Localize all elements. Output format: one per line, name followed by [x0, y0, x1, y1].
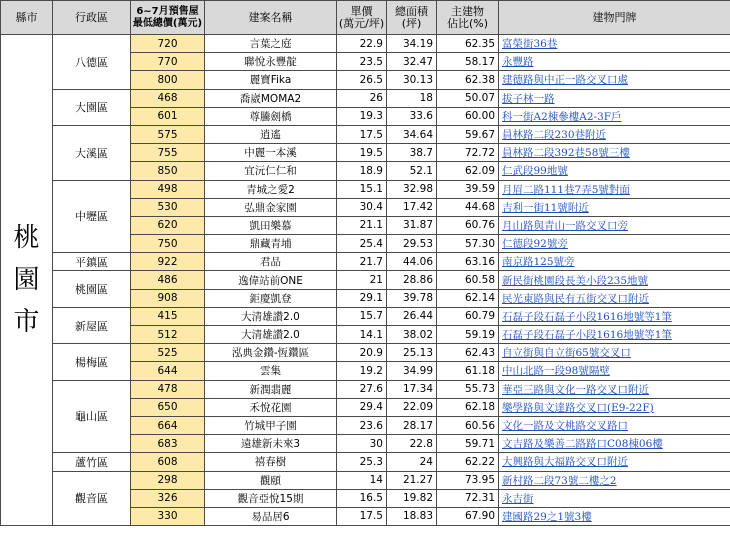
project-name-cell: 逸偉站前ONE: [205, 271, 337, 289]
total-area-cell: 21.27: [387, 471, 437, 489]
project-name-cell: 君品: [205, 253, 337, 271]
county-cell: [1, 35, 53, 526]
unit-price-cell: 23.6: [337, 416, 387, 434]
total-area-cell: 17.34: [387, 380, 437, 398]
address-cell: [499, 362, 730, 380]
address-cell: [499, 326, 730, 344]
header-total-area: 總面積 (坪): [387, 1, 437, 35]
min-price-cell: 525: [131, 344, 205, 362]
unit-price-cell: 20.9: [337, 344, 387, 362]
unit-price-cell: 29.1: [337, 289, 387, 307]
main-building-ratio-cell: 57.30: [437, 235, 499, 253]
unit-price-cell: 17.5: [337, 507, 387, 525]
project-name-cell: 禧春樹: [205, 453, 337, 471]
min-price-cell: 922: [131, 253, 205, 271]
unit-price-cell: 18.9: [337, 162, 387, 180]
min-price-cell: 298: [131, 471, 205, 489]
min-price-cell: 620: [131, 216, 205, 234]
district-cell: 大園區: [53, 89, 131, 125]
min-price-cell: 601: [131, 107, 205, 125]
total-area-cell: 34.64: [387, 125, 437, 143]
total-area-cell: 34.99: [387, 362, 437, 380]
min-price-cell: 750: [131, 235, 205, 253]
address-cell: [499, 107, 730, 125]
address-cell: [499, 198, 730, 216]
address-link[interactable]: 員林路二段230巷附近: [502, 129, 607, 142]
header-project-name: 建案名稱: [205, 1, 337, 35]
address-cell: [499, 144, 730, 162]
address-link[interactable]: 仁德段92號旁: [502, 238, 568, 251]
project-name-cell: 禾悅花園: [205, 398, 337, 416]
address-link[interactable]: 樂學路與文達路交叉口(E9-22F): [502, 401, 654, 414]
address-cell: [499, 180, 730, 198]
main-building-ratio-cell: 60.56: [437, 416, 499, 434]
address-link[interactable]: 科一街A2棟參樓A2-3F戶: [502, 110, 622, 123]
project-name-cell: 觀頤: [205, 471, 337, 489]
total-area-cell: 26.44: [387, 307, 437, 325]
min-price-cell: 498: [131, 180, 205, 198]
main-building-ratio-cell: 59.71: [437, 435, 499, 453]
unit-price-cell: 25.4: [337, 235, 387, 253]
unit-price-cell: 26: [337, 89, 387, 107]
unit-price-cell: 15.7: [337, 307, 387, 325]
address-cell: [499, 289, 730, 307]
min-price-cell: 800: [131, 71, 205, 89]
district-cell: 觀音區: [53, 471, 131, 526]
address-cell: [499, 416, 730, 434]
min-price-cell: 486: [131, 271, 205, 289]
address-link[interactable]: 吉利一街11號附近: [502, 201, 589, 214]
address-cell: [499, 435, 730, 453]
table-row: [1, 344, 730, 362]
project-name-cell: 青城之愛2: [205, 180, 337, 198]
address-link[interactable]: 永豐路: [502, 56, 534, 69]
district-cell: 蘆竹區: [53, 453, 131, 471]
address-cell: [499, 35, 730, 53]
address-cell: [499, 53, 730, 71]
total-area-cell: 28.86: [387, 271, 437, 289]
unit-price-cell: 15.1: [337, 180, 387, 198]
address-cell: [499, 71, 730, 89]
total-area-cell: 22.8: [387, 435, 437, 453]
total-area-cell: 30.13: [387, 71, 437, 89]
main-building-ratio-cell: 60.76: [437, 216, 499, 234]
total-area-cell: 31.87: [387, 216, 437, 234]
project-name-cell: 大清雄讚2.0: [205, 326, 337, 344]
main-building-ratio-cell: 59.19: [437, 326, 499, 344]
address-cell: [499, 471, 730, 489]
address-cell: [499, 271, 730, 289]
address-link[interactable]: 石磊子段石磊子小段1616地號等1筆: [502, 310, 672, 323]
min-price-cell: 683: [131, 435, 205, 453]
min-price-cell: 770: [131, 53, 205, 71]
unit-price-cell: 21.1: [337, 216, 387, 234]
min-price-cell: 664: [131, 416, 205, 434]
min-price-cell: 720: [131, 35, 205, 53]
unit-price-cell: 30.4: [337, 198, 387, 216]
unit-price-cell: 16.5: [337, 489, 387, 507]
min-price-cell: 330: [131, 507, 205, 525]
project-name-cell: 麗寶Fika: [205, 71, 337, 89]
header-county: 縣市: [1, 1, 53, 35]
project-name-cell: 遠雄新未來3: [205, 435, 337, 453]
min-price-cell: 644: [131, 362, 205, 380]
main-building-ratio-cell: 60.79: [437, 307, 499, 325]
address-link[interactable]: 中山北路一段98號隔壁: [502, 365, 610, 378]
project-name-cell: 新潤翡麗: [205, 380, 337, 398]
total-area-cell: 24: [387, 453, 437, 471]
header-main-building-ratio: 主建物 佔比(%): [437, 1, 499, 35]
header-min-price: 6~7月預售屋 最低總價(萬元): [131, 1, 205, 35]
project-name-cell: 竹城甲子園: [205, 416, 337, 434]
min-price-cell: 575: [131, 125, 205, 143]
unit-price-cell: 29.4: [337, 398, 387, 416]
unit-price-cell: 26.5: [337, 71, 387, 89]
district-cell: 楊梅區: [53, 344, 131, 380]
address-link[interactable]: 石磊子段石磊子小段1616地號等1筆: [502, 329, 672, 342]
total-area-cell: 38.02: [387, 326, 437, 344]
unit-price-cell: 30: [337, 435, 387, 453]
address-link[interactable]: 大興路與大福路交叉口附近: [502, 456, 628, 469]
min-price-cell: 415: [131, 307, 205, 325]
total-area-cell: 29.53: [387, 235, 437, 253]
min-price-cell: 478: [131, 380, 205, 398]
min-price-cell: 468: [131, 89, 205, 107]
main-building-ratio-cell: 58.17: [437, 53, 499, 71]
unit-price-cell: 22.9: [337, 35, 387, 53]
header-address: 建物門牌: [499, 1, 730, 35]
district-cell: 八德區: [53, 35, 131, 90]
table-row: [1, 380, 730, 398]
main-building-ratio-cell: 44.68: [437, 198, 499, 216]
address-link[interactable]: 新村路二段73號二樓之2: [502, 474, 617, 487]
main-building-ratio-cell: 50.07: [437, 89, 499, 107]
address-link[interactable]: 仁武段99地號: [502, 165, 568, 178]
project-name-cell: 尊騰劍橋: [205, 107, 337, 125]
main-building-ratio-cell: 60.58: [437, 271, 499, 289]
project-name-cell: 觀音亞悅15期: [205, 489, 337, 507]
total-area-cell: 19.82: [387, 489, 437, 507]
total-area-cell: 39.78: [387, 289, 437, 307]
project-name-cell: 弘鼎金家園: [205, 198, 337, 216]
total-area-cell: 33.6: [387, 107, 437, 125]
total-area-cell: 25.13: [387, 344, 437, 362]
address-link[interactable]: 永吉街: [502, 492, 534, 505]
district-cell: 龜山區: [53, 380, 131, 453]
table-row: [1, 253, 730, 271]
address-cell: [499, 89, 730, 107]
unit-price-cell: 21: [337, 271, 387, 289]
address-link[interactable]: 建德路與中正一路交叉口處: [502, 74, 628, 87]
address-link[interactable]: 新民街桃園段長美小段235地號: [502, 274, 649, 287]
table-row: [1, 453, 730, 471]
project-name-cell: 中麗一本溪: [205, 144, 337, 162]
project-name-cell: 大清雄讚2.0: [205, 307, 337, 325]
main-building-ratio-cell: 72.31: [437, 489, 499, 507]
main-building-ratio-cell: 73.95: [437, 471, 499, 489]
project-name-cell: 言葉之庭: [205, 35, 337, 53]
address-link[interactable]: 拔子林一路: [502, 92, 555, 105]
table-row: [1, 271, 730, 289]
main-building-ratio-cell: 67.90: [437, 507, 499, 525]
district-cell: 桃園區: [53, 271, 131, 307]
county-char: 市: [13, 307, 40, 338]
main-building-ratio-cell: 39.59: [437, 180, 499, 198]
main-building-ratio-cell: 55.73: [437, 380, 499, 398]
address-link[interactable]: 民光東路與民有五街交叉口附近: [502, 292, 649, 305]
address-link[interactable]: 月眉二路111巷7弄5號對面: [502, 183, 630, 196]
address-link[interactable]: 建國路29之1號3樓: [502, 510, 592, 523]
district-cell: 新屋區: [53, 307, 131, 343]
address-cell: [499, 380, 730, 398]
unit-price-cell: 25.3: [337, 453, 387, 471]
header-district: 行政區: [53, 1, 131, 35]
address-link[interactable]: 文吉路及樂善二路路口C08棟06樓: [502, 438, 663, 451]
min-price-cell: 650: [131, 398, 205, 416]
unit-price-cell: 21.7: [337, 253, 387, 271]
address-cell: [499, 235, 730, 253]
total-area-cell: 32.47: [387, 53, 437, 71]
district-cell: 中壢區: [53, 180, 131, 253]
min-price-cell: 850: [131, 162, 205, 180]
total-area-cell: 44.06: [387, 253, 437, 271]
address-cell: [499, 507, 730, 525]
project-name-cell: 聯悅永豐靛: [205, 53, 337, 71]
table-row: [1, 180, 730, 198]
address-cell: [499, 162, 730, 180]
address-cell: [499, 489, 730, 507]
address-link[interactable]: 南京路125號旁: [502, 256, 575, 269]
main-building-ratio-cell: 62.38: [437, 71, 499, 89]
table-row: [1, 471, 730, 489]
main-building-ratio-cell: 62.09: [437, 162, 499, 180]
unit-price-cell: 19.5: [337, 144, 387, 162]
total-area-cell: 28.17: [387, 416, 437, 434]
main-building-ratio-cell: 72.72: [437, 144, 499, 162]
county-char: 桃: [13, 223, 40, 254]
table-row: [1, 125, 730, 143]
address-cell: [499, 216, 730, 234]
min-price-cell: 530: [131, 198, 205, 216]
county-char: 園: [13, 265, 40, 296]
unit-price-cell: 27.6: [337, 380, 387, 398]
project-name-cell: 逍遙: [205, 125, 337, 143]
address-link[interactable]: 員林路二段392巷58號三樓: [502, 147, 630, 160]
main-building-ratio-cell: 62.18: [437, 398, 499, 416]
address-cell: [499, 253, 730, 271]
table-row: [1, 89, 730, 107]
min-price-cell: 326: [131, 489, 205, 507]
header-unit-price: 單價 (萬元/坪): [337, 1, 387, 35]
district-cell: 大溪區: [53, 125, 131, 180]
unit-price-cell: 14: [337, 471, 387, 489]
table-row: [1, 35, 730, 53]
total-area-cell: 18: [387, 89, 437, 107]
main-building-ratio-cell: 62.22: [437, 453, 499, 471]
min-price-cell: 755: [131, 144, 205, 162]
address-cell: [499, 307, 730, 325]
total-area-cell: 34.19: [387, 35, 437, 53]
unit-price-cell: 19.3: [337, 107, 387, 125]
project-name-cell: 鼎藏青埔: [205, 235, 337, 253]
main-building-ratio-cell: 60.00: [437, 107, 499, 125]
project-name-cell: 鉅慶凱登: [205, 289, 337, 307]
main-building-ratio-cell: 59.67: [437, 125, 499, 143]
address-cell: [499, 125, 730, 143]
project-name-cell: 泓典金鑽-恆鑽區: [205, 344, 337, 362]
total-area-cell: 22.09: [387, 398, 437, 416]
project-name-cell: 雲集: [205, 362, 337, 380]
address-link[interactable]: 月山路與青山一路交叉口旁: [502, 219, 628, 232]
table-row: [1, 307, 730, 325]
address-link[interactable]: 華亞三路與文化一路交叉口附近: [502, 383, 649, 396]
main-building-ratio-cell: 61.18: [437, 362, 499, 380]
unit-price-cell: 19.2: [337, 362, 387, 380]
project-name-cell: 宜沅仁仁和: [205, 162, 337, 180]
min-price-cell: 908: [131, 289, 205, 307]
address-link[interactable]: 自立街與自立街65號交叉口: [502, 347, 631, 360]
main-building-ratio-cell: 62.14: [437, 289, 499, 307]
total-area-cell: 32.98: [387, 180, 437, 198]
address-cell: [499, 398, 730, 416]
min-price-cell: 608: [131, 453, 205, 471]
min-price-cell: 512: [131, 326, 205, 344]
address-link[interactable]: 文化一路及文桃路交叉路口: [502, 420, 628, 433]
unit-price-cell: 14.1: [337, 326, 387, 344]
address-cell: [499, 344, 730, 362]
total-area-cell: 38.7: [387, 144, 437, 162]
district-cell: 平鎮區: [53, 253, 131, 271]
project-name-cell: 凱田樂慕: [205, 216, 337, 234]
total-area-cell: 18.83: [387, 507, 437, 525]
main-building-ratio-cell: 62.43: [437, 344, 499, 362]
address-cell: [499, 453, 730, 471]
unit-price-cell: 23.5: [337, 53, 387, 71]
main-building-ratio-cell: 63.16: [437, 253, 499, 271]
header-row: [1, 1, 730, 35]
total-area-cell: 17.42: [387, 198, 437, 216]
address-link[interactable]: 富榮街36巷: [502, 38, 558, 51]
main-building-ratio-cell: 62.35: [437, 35, 499, 53]
unit-price-cell: 17.5: [337, 125, 387, 143]
project-name-cell: 易品居6: [205, 507, 337, 525]
total-area-cell: 52.1: [387, 162, 437, 180]
project-name-cell: 喬崴MOMA2: [205, 89, 337, 107]
